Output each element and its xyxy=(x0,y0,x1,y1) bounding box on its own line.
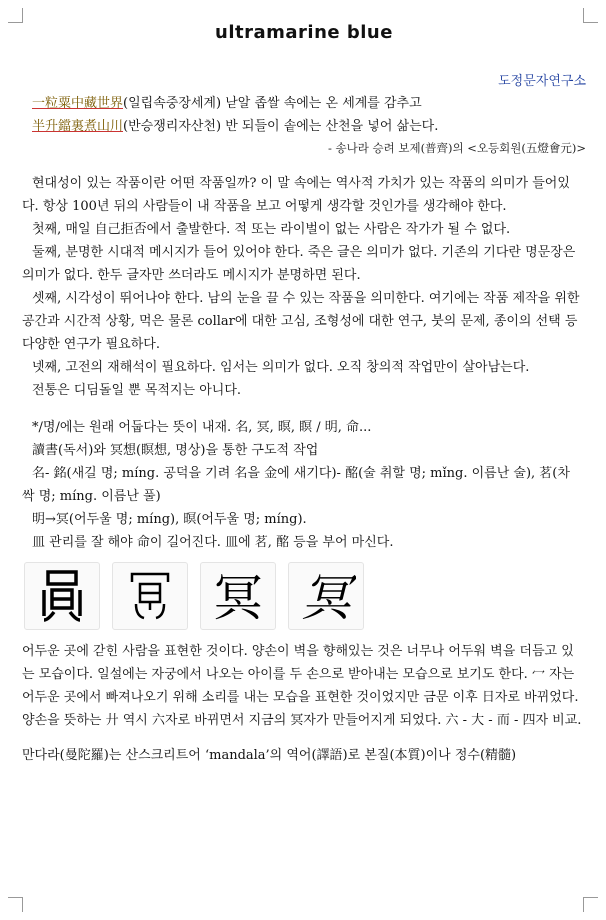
quote-hanja-1: 一粒粟中藏世界 xyxy=(32,96,124,111)
quote-hanja-2: 半升鐺裏煮山川 xyxy=(32,119,124,134)
glyph-explanation: 어두운 곳에 갇힌 사람을 표현한 것이다. 양손이 벽을 향해있는 것은 너무나 어두워 벽을 더듬고 있는 모습이다. 일설에는 자궁에서 나오는 아이를 두 손으로 받아내는 모습으로 보기도 한다. 冖 자는 어두운 곳에서 빠져나오기 위해 소리를 내는 모습을 표현한 것이었지만 금문 이후 日자로 바뀌었다. 양손을 뜻하는 廾 역시 六자로 바뀌면서 지금의 冥자가 만들어지게 되었다. 六 - 大 - 而 - 四자 비교. xyxy=(22,644,582,728)
paragraph-third: 셋째, 시각성이 뛰어나야 한다. 남의 눈을 끌 수 있는 작품을 의미한다. 여기에는 작품 제작을 위한 공간과 시간적 상황, 먹은 물론 collar에 대한 고심, 조형성에 대한 연구, 붓의 문제, 종이의 선택 등 다양한 연구가 필요하다. xyxy=(22,291,580,352)
glyph-seal-1 xyxy=(24,562,100,630)
paragraph-fourth: 넷째, 고전의 재해석이 필요하다. 임서는 의미가 없다. 오직 창의적 작업만이 살아남는다. xyxy=(32,360,530,375)
document-title: ultramarine blue xyxy=(215,22,393,43)
note-ming-meaning: */명/에는 원래 어둡다는 뜻이 내재. 名, 冥, 暝, 瞑 / 明, 命... xyxy=(32,420,372,435)
clerical-ming-glyph-icon xyxy=(208,567,268,625)
crop-mark-bottom-right xyxy=(583,897,598,912)
mandala-line: 만다라(曼陀羅)는 산스크리트어 ‘mandala’의 역어(譯語)로 본질(本質)이나 정수(精髓) xyxy=(22,748,517,763)
quote-line-1 xyxy=(22,92,586,115)
glyph-seal-2 xyxy=(112,562,188,630)
paragraph-first: 첫째, 매일 自己拒否에서 출발한다. 적 또는 라이벌이 없는 사람은 작가가 될 수 없다. xyxy=(32,222,511,237)
organization-name: 도정문자연구소 xyxy=(498,74,586,89)
essay-body xyxy=(22,172,586,402)
glyph-clerical xyxy=(200,562,276,630)
glyph-char-3: 冥 xyxy=(213,569,263,625)
crop-mark-bottom-left xyxy=(8,897,23,912)
glyph-char-4: 冥 xyxy=(301,569,351,625)
note-min-vessel: 皿 관리를 잘 해야 命이 길어진다. 皿에 茗, 酩 등을 부어 마신다. xyxy=(32,535,394,550)
note-ming-dark: 明→冥(어두울 명; míng), 暝(어두울 명; míng). xyxy=(32,512,307,527)
quote-line-2 xyxy=(22,115,586,138)
quote-text-1: (일립속중장세계) 낟알 좁쌀 속에는 온 세계를 감추고 xyxy=(123,96,422,111)
quote-attribution: - 송나라 승려 보제(普齊)의 <오등회원(五燈會元)> xyxy=(327,141,586,155)
seal-script-ming-2-icon xyxy=(126,568,174,624)
glyph-regular xyxy=(288,562,364,630)
paragraph-intro: 현대성이 있는 작품이란 어떤 작품일까? 이 말 속에는 역사적 가치가 있는 작품의 의미가 들어있다. 항상 100년 뒤의 사람들이 내 작품을 보고 어떻게 생각할 것인가를 생각해야 한다. xyxy=(22,176,570,214)
quote-text-2: (반승쟁리자산천) 반 되들이 솥에는 산천을 넣어 삶는다. xyxy=(123,119,439,134)
note-reading-meditation: 讀書(독서)와 冥想(瞑想, 명상)을 통한 구도적 작업 xyxy=(32,443,319,458)
crop-mark-top-left xyxy=(8,8,23,23)
document-page xyxy=(22,18,586,767)
seal-script-ming-icon xyxy=(38,568,86,624)
quote-block xyxy=(22,92,586,158)
paragraph-second: 둘째, 분명한 시대적 메시지가 들어 있어야 한다. 죽은 글은 의미가 없다. 기존의 기다란 명문장은 의미가 없다. 한두 글자만 쓰더라도 메시지가 분명하면 된다. xyxy=(22,245,576,283)
glyph-evolution-row xyxy=(22,562,586,630)
regular-ming-glyph-icon xyxy=(296,567,356,625)
note-ming-derivatives: 名- 銘(새길 명; míng. 공덕을 기려 名을 金에 새기다)- 酩(술 취할 명; mǐng. 이름난 술), 茗(차 싹 명; míng. 이름난 풀) xyxy=(22,466,570,504)
paragraph-tradition: 전통은 디딤돌일 뿐 목적지는 아니다. xyxy=(32,383,242,398)
notes-block xyxy=(22,416,586,554)
